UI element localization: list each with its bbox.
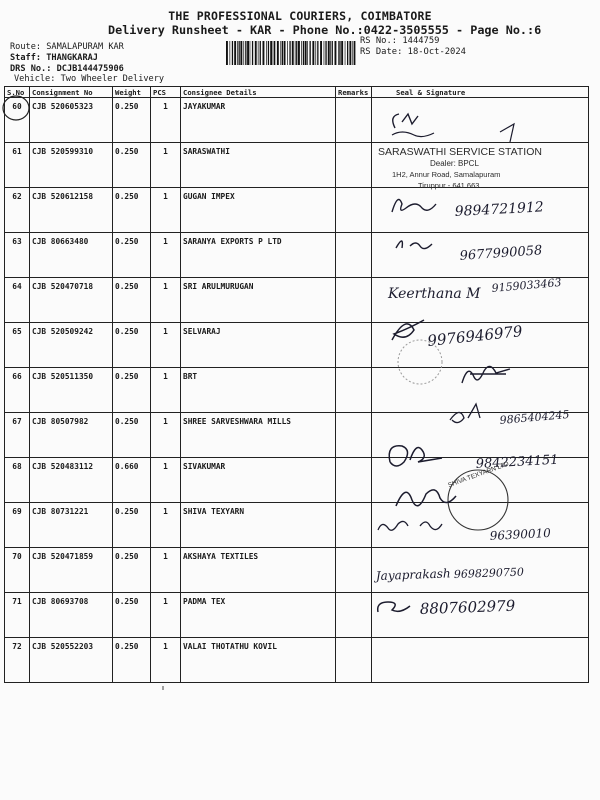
rs-date: RS Date: 18-Oct-2024	[360, 47, 466, 57]
cell-consignee: SARASWATHI	[181, 143, 336, 188]
col-remarks: Remarks	[336, 87, 372, 98]
phone-r65: 9976946979	[426, 322, 524, 350]
cell-consignee: BRT	[181, 368, 336, 413]
col-sno: S.No	[5, 87, 30, 98]
barcode-bar	[260, 41, 261, 65]
cell-consignee: SHIVA TEXYARN	[181, 503, 336, 548]
barcode-bar	[339, 41, 340, 65]
cell-weight: 0.250	[113, 143, 151, 188]
cell-remarks	[336, 413, 372, 458]
barcode-bar	[295, 41, 296, 65]
table-header-row	[5, 87, 589, 98]
cell-signature	[372, 188, 589, 233]
barcode-bar	[268, 41, 269, 65]
barcode-bar	[284, 41, 286, 65]
drs-value: DCJB144475906	[56, 64, 124, 74]
drs-line: DRS No.: DCJB144475906	[10, 64, 124, 74]
cell-remarks	[336, 233, 372, 278]
cell-signature	[372, 413, 589, 458]
cell-sno: 69	[5, 503, 30, 548]
rs-number: RS No.: 1444759	[360, 36, 440, 46]
barcode-bar	[240, 41, 242, 65]
runsheet-title: Delivery Runsheet - KAR - Phone No.:0422-3505555 - Page No.:6	[108, 23, 542, 37]
cell-pcs: 1	[151, 413, 181, 458]
cell-pcs: 1	[151, 503, 181, 548]
cell-signature	[372, 548, 589, 593]
phone-r62: 9894721912	[454, 199, 545, 220]
cell-consignee: GUGAN IMPEX	[181, 188, 336, 233]
barcode-bar	[292, 41, 294, 65]
cell-consignment: CJB 80663480	[30, 233, 113, 278]
col-weight: Weight	[113, 87, 151, 98]
cell-consignee: VALAI THOTATHU KOVIL	[181, 638, 336, 683]
cell-consignee: SIVAKUMAR	[181, 458, 336, 503]
barcode-bar	[330, 41, 331, 65]
cell-remarks	[336, 548, 372, 593]
cell-consignment: CJB 520483112	[30, 458, 113, 503]
name-r71: Jayaprakash	[375, 566, 451, 583]
vehicle-value: Two Wheeler Delivery	[60, 74, 165, 84]
cell-remarks	[336, 638, 372, 683]
cell-consignee: PADMA TEX	[181, 593, 336, 638]
table-row	[5, 98, 589, 143]
cell-sno: 67	[5, 413, 30, 458]
phone-r72: 8807602979	[419, 596, 516, 618]
phone-r68: 9842234151	[475, 452, 559, 472]
stamp-r69-text: SHIVA TEXYARN LTD	[447, 460, 510, 490]
cell-pcs: 1	[151, 368, 181, 413]
cell-sno: 61	[5, 143, 30, 188]
barcode-bar	[312, 41, 314, 65]
cell-signature	[372, 323, 589, 368]
cell-sno: 70	[5, 548, 30, 593]
cell-weight: 0.250	[113, 368, 151, 413]
cell-sno: 62	[5, 188, 30, 233]
barcode-bar	[301, 41, 302, 65]
phone-r71: 9698290750	[453, 565, 525, 581]
table-row	[5, 548, 589, 593]
cell-signature	[372, 593, 589, 638]
cell-remarks	[336, 143, 372, 188]
cell-remarks	[336, 593, 372, 638]
table-row	[5, 233, 589, 278]
cell-consignee: SRI ARULMURUGAN	[181, 278, 336, 323]
cell-sno: 65	[5, 323, 30, 368]
barcode-bar	[273, 41, 274, 65]
phone-r70: 96390010	[489, 525, 552, 543]
stamp-r61-line1: SARASWATHI SERVICE STATION	[378, 146, 542, 158]
cell-consignment: CJB 520509242	[30, 323, 113, 368]
phone-r64: 9159033463	[491, 275, 562, 295]
barcode-bar	[232, 41, 233, 65]
cell-weight: 0.250	[113, 98, 151, 143]
cell-remarks	[336, 188, 372, 233]
barcode-bar	[226, 41, 228, 65]
phone-r67: 9865404245	[499, 407, 570, 427]
table-row	[5, 458, 589, 503]
cell-pcs: 1	[151, 278, 181, 323]
barcode-bar	[263, 41, 265, 65]
cell-consignee: AKSHAYA TEXTILES	[181, 548, 336, 593]
cell-weight: 0.250	[113, 188, 151, 233]
cell-remarks	[336, 278, 372, 323]
cell-signature	[372, 368, 589, 413]
table-row	[5, 503, 589, 548]
cell-consignment: CJB 520605323	[30, 98, 113, 143]
cell-remarks	[336, 368, 372, 413]
cell-consignee: SELVARAJ	[181, 323, 336, 368]
cell-pcs: 1	[151, 458, 181, 503]
barcode-bar	[310, 41, 311, 65]
staff-line: Staff: THANGKARAJ	[10, 53, 98, 63]
vehicle-line: Vehicle: Two Wheeler Delivery	[14, 74, 165, 84]
barcode-bar	[255, 41, 257, 65]
cell-weight: 0.250	[113, 323, 151, 368]
cell-signature	[372, 638, 589, 683]
barcode-bar	[332, 41, 333, 65]
barcode-bar	[277, 41, 279, 65]
cell-weight: 0.660	[113, 458, 151, 503]
cell-pcs: 1	[151, 593, 181, 638]
name-r64: Keerthana M	[388, 286, 481, 302]
barcode-bar	[303, 41, 304, 65]
barcode-image	[226, 41, 356, 65]
cell-pcs: 1	[151, 323, 181, 368]
barcode-bar	[317, 41, 318, 65]
cell-consignment: CJB 520471859	[30, 548, 113, 593]
cell-sno: 68	[5, 458, 30, 503]
route-line: Route: SAMALAPURAM KAR	[10, 42, 124, 52]
barcode-bar	[280, 41, 281, 65]
barcode-bar	[245, 41, 246, 65]
table-row	[5, 143, 589, 188]
cell-sno: 71	[5, 593, 30, 638]
barcode-bar	[298, 41, 300, 65]
route-value: SAMALAPURAM KAR	[46, 42, 124, 52]
cell-sno: 66	[5, 368, 30, 413]
table-row	[5, 278, 589, 323]
cell-consignee: SHREE SARVESHWARA MILLS	[181, 413, 336, 458]
barcode-bar	[250, 41, 251, 65]
col-signature: Seal & Signature	[372, 87, 589, 98]
table-row	[5, 638, 589, 683]
barcode-bar	[347, 41, 348, 65]
cell-signature	[372, 503, 589, 548]
cell-consignment: CJB 520612158	[30, 188, 113, 233]
table-row	[5, 368, 589, 413]
cell-pcs: 1	[151, 638, 181, 683]
cell-remarks	[336, 458, 372, 503]
cell-signature	[372, 275, 589, 323]
runsheet-table	[4, 86, 589, 683]
barcode-bar	[324, 41, 325, 65]
cell-weight: 0.250	[113, 278, 151, 323]
cell-remarks	[336, 503, 372, 548]
cell-signature	[372, 458, 589, 503]
barcode-bar	[352, 41, 353, 65]
cell-weight: 0.250	[113, 233, 151, 278]
barcode-bar	[282, 41, 283, 65]
barcode-bar	[237, 41, 238, 65]
barcode-bar	[258, 41, 259, 65]
cell-sno: 60	[5, 98, 30, 143]
cell-signature	[372, 233, 589, 278]
cell-weight: 0.250	[113, 548, 151, 593]
cell-consignment: CJB 520470718	[30, 278, 113, 323]
cell-sno: 64	[5, 278, 30, 323]
stamp-r61-line2: Dealer: BPCL	[430, 159, 479, 168]
barcode-bar	[230, 41, 231, 65]
barcode-bar	[315, 41, 316, 65]
barcode-bar	[266, 41, 267, 65]
barcode-bar	[289, 41, 290, 65]
cell-sno: 63	[5, 233, 30, 278]
barcode-bar	[354, 41, 355, 65]
barcode-bar	[328, 41, 330, 65]
barcode-bar	[270, 41, 272, 65]
cell-consignee: JAYAKUMAR	[181, 98, 336, 143]
cell-weight: 0.250	[113, 593, 151, 638]
cell-consignment: CJB 520599310	[30, 143, 113, 188]
cell-signature	[372, 98, 589, 143]
col-consignment: Consignment No	[30, 87, 113, 98]
stamp-r61-line4: Tiruppur - 641 663.	[418, 181, 482, 190]
cell-consignment: CJB 80507982	[30, 413, 113, 458]
col-consignee: Consignee Details	[181, 87, 336, 98]
barcode-bar	[296, 41, 297, 65]
barcode-bar	[239, 41, 240, 65]
col-pcs: PCS	[151, 87, 181, 98]
cell-pcs: 1	[151, 188, 181, 233]
cell-pcs: 1	[151, 233, 181, 278]
cell-remarks	[336, 98, 372, 143]
barcode-bar	[243, 41, 244, 65]
cell-consignment: CJB 80693708	[30, 593, 113, 638]
cell-weight: 0.250	[113, 413, 151, 458]
barcode-bar	[341, 41, 343, 65]
cell-pcs: 1	[151, 548, 181, 593]
barcode-bar	[234, 41, 236, 65]
cell-pcs: 1	[151, 98, 181, 143]
table-row	[5, 593, 589, 638]
cell-remarks	[336, 323, 372, 368]
cell-pcs: 1	[151, 143, 181, 188]
company-title: THE PROFESSIONAL COURIERS, COIMBATORE	[168, 9, 432, 23]
barcode-bar	[305, 41, 307, 65]
barcode-bar	[252, 41, 253, 65]
cell-signature	[372, 143, 589, 188]
staff-value: THANGKARAJ	[46, 53, 98, 63]
barcode-bar	[335, 41, 337, 65]
cell-sno: 72	[5, 638, 30, 683]
cell-consignment: CJB 520511350	[30, 368, 113, 413]
barcode-bar	[274, 41, 275, 65]
table-row	[5, 413, 589, 458]
barcode-bar	[287, 41, 288, 65]
barcode-bar	[349, 41, 351, 65]
table-row	[5, 323, 589, 368]
barcode-bar	[345, 41, 346, 65]
barcode-bar	[320, 41, 322, 65]
barcode-bar	[307, 41, 308, 65]
stamp-r61-line3: 1H2, Annur Road, Samalapuram	[392, 170, 501, 179]
table-row	[5, 188, 589, 233]
cell-weight: 0.250	[113, 503, 151, 548]
barcode-bar	[338, 41, 339, 65]
barcode-bar	[325, 41, 326, 65]
cell-weight: 0.250	[113, 638, 151, 683]
cell-consignment: CJB 520552203	[30, 638, 113, 683]
barcode-bar	[247, 41, 249, 65]
cell-consignee: SARANYA EXPORTS P LTD	[181, 233, 336, 278]
cell-consignment: CJB 80731221	[30, 503, 113, 548]
phone-r63: 9677990058	[459, 243, 543, 264]
